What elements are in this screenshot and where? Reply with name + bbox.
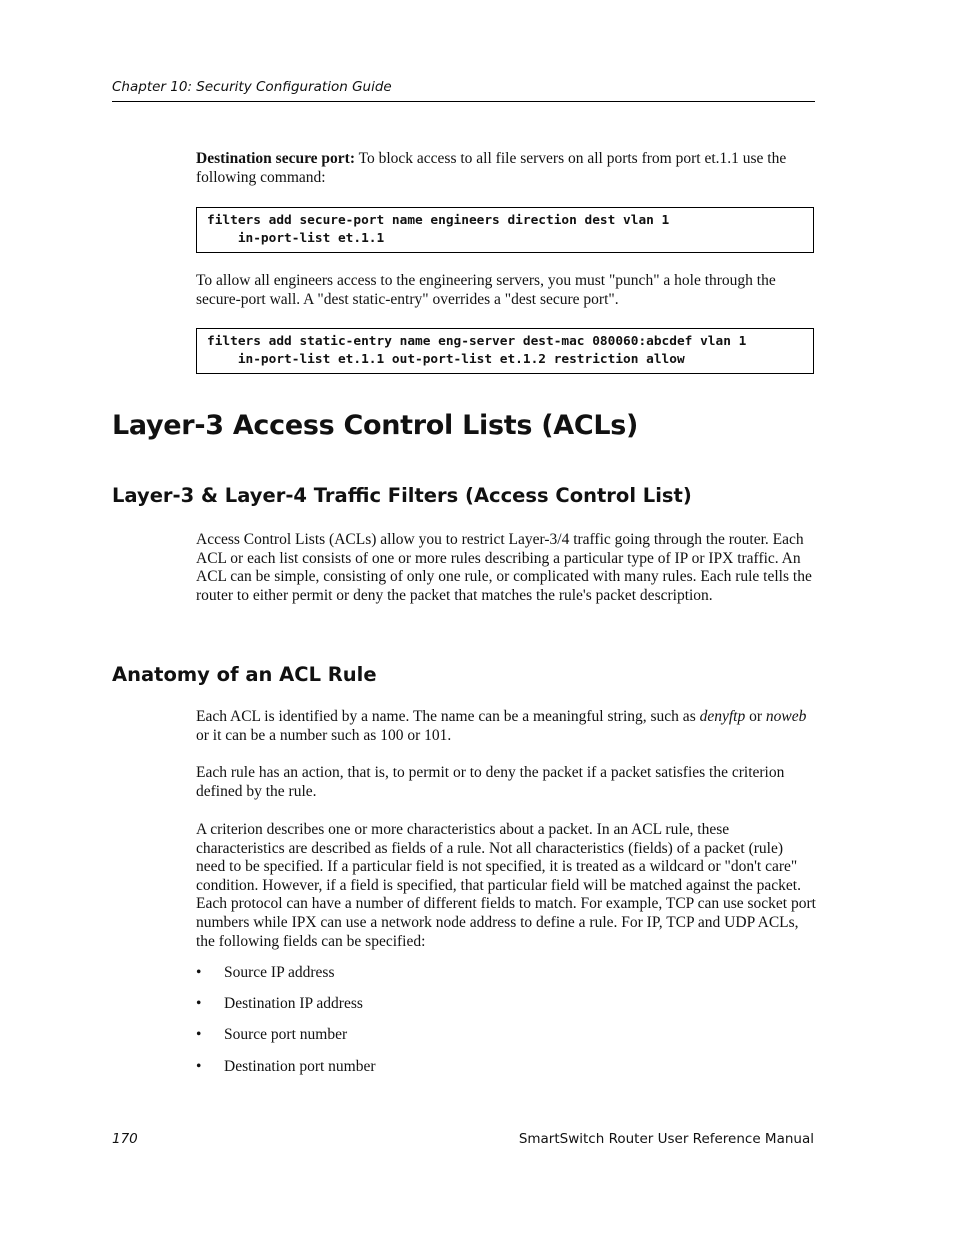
anatomy-heading: Anatomy of an ACL Rule <box>112 663 377 686</box>
criterion-paragraph: A criterion describes one or more characteristics about a packet. In an ACL rule, these characteristics are described as fields of a rule. Not all characteristics (fields) of a packet (rule) need to be specified. If a particular field is not specified, it is treated as a wildcard or "don't care" condition. However, if a field is specified, that particular field will be matched against the packet. Each protocol can have a number of different fields to match. For example, TCP can use socket port numbers while IPX can use a network node address to define a rule. For IP, TCP and UDP ACLs, the following fields can be specified: <box>196 821 816 950</box>
bullet-item <box>196 1058 376 1077</box>
code-line: in-port-list et.1.1 out-port-list et.1.2 restriction allow <box>207 351 685 367</box>
text-run: or it can be a number such as 100 or 101. <box>196 726 452 744</box>
code-line: in-port-list et.1.1 <box>207 230 385 246</box>
bullet-item <box>196 995 363 1014</box>
acl-paragraph: Access Control Lists (ACLs) allow you to restrict Layer-3/4 traffic going through the router. Each ACL or each list consists of one or more rules describing a particular type of IP or IPX traffic. An ACL can be simple, consisting of only one rule, or complicated with many rules. Each rule tells the router to either permit or deny the packet that matches the rule's packet description. <box>196 531 812 604</box>
action-paragraph: Each rule has an action, that is, to permit or to deny the packet if a packet satisfies the criterion defined by the rule. <box>196 764 785 800</box>
bullet-text: Source port number <box>224 1026 348 1043</box>
page-number: 170 <box>112 1131 138 1147</box>
bullet-item <box>196 964 334 983</box>
bullet-item <box>196 1026 347 1045</box>
code-block-2 <box>196 328 814 374</box>
subsection-heading: Layer-3 & Layer-4 Traffic Filters (Access Control List) <box>112 484 692 507</box>
emphasis-denyftp: denyftp <box>699 708 746 725</box>
punch-paragraph: To allow all engineers access to the engineering servers, you must "punch" a hole through the secure-port wall. A "dest static-entry" overrides a "dest secure port". <box>196 272 776 308</box>
code-line: filters add static-entry name eng-server dest-mac 080060:abcdef vlan 1 <box>207 334 747 349</box>
bullet-icon: • <box>196 1058 202 1075</box>
name-paragraph <box>196 708 816 745</box>
section-heading: Layer-3 Access Control Lists (ACLs) <box>112 410 639 441</box>
dest-secure-text: To block access to all file servers on all ports from port et.1.1 use the following command: <box>196 150 787 186</box>
bullet-icon: • <box>196 1026 202 1043</box>
text-run: or <box>745 708 766 725</box>
header-title: Chapter 10: Security Configuration Guide <box>112 79 392 95</box>
bullet-text: Source IP address <box>224 964 335 981</box>
footer-title: SmartSwitch Router User Reference Manual <box>518 1131 814 1147</box>
dest-secure-label: Destination secure port: <box>196 150 355 167</box>
text-run: Each ACL is identified by a name. The name can be a meaningful string, such as <box>196 708 700 725</box>
running-header <box>112 79 815 102</box>
code-line: filters add secure-port name engineers direction dest vlan 1 <box>207 213 670 228</box>
bullet-icon: • <box>196 964 202 981</box>
bullet-icon: • <box>196 995 202 1012</box>
bullet-text: Destination IP address <box>224 995 363 1012</box>
dest-secure-paragraph <box>196 150 816 187</box>
bullet-text: Destination port number <box>224 1058 376 1075</box>
emphasis-noweb: noweb <box>765 708 807 725</box>
code-block-1 <box>196 207 814 253</box>
